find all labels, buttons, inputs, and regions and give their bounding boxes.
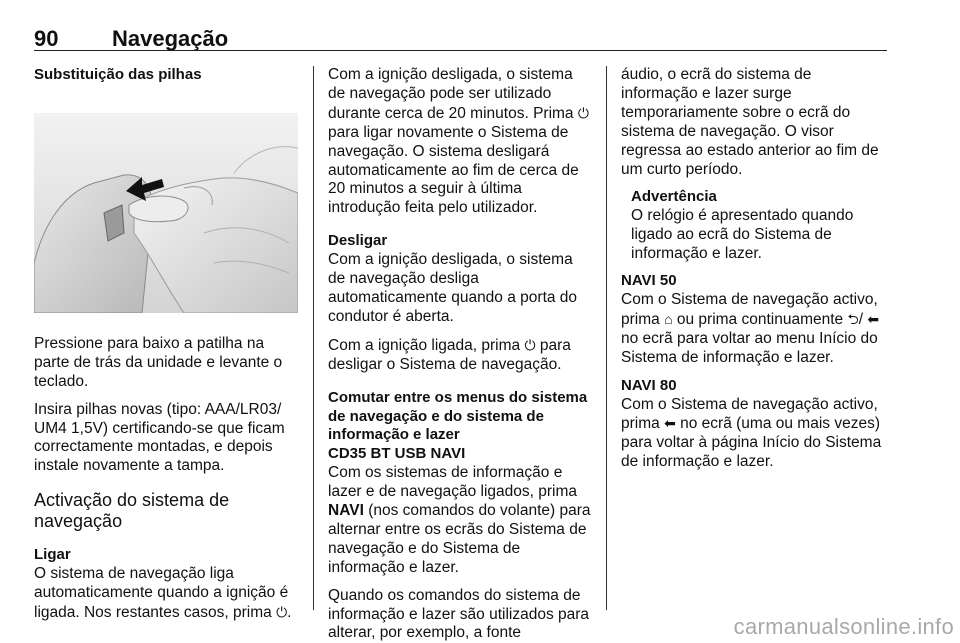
- paragraph: Com o Sistema de navegação activo, prima ⌂ ou prima continuamente ⮌/ ⬅ no ecrã para voltar ao menu Início do Sistema de informação e lazer.: [621, 290, 880, 366]
- paragraph: Insira pilhas novas (tipo: AAA/LR03/ UM4 1,5V) certificando-se que ficam correctamente montadas, e depois instale novamente a tampa.: [34, 400, 285, 475]
- note-text: O relógio é apresentado quando ligado ao ecrã do Sistema de informação e lazer.: [631, 207, 854, 263]
- paragraph: Com o Sistema de navegação activo, prima ⬅ no ecrã (uma ou mais vezes) para voltar à página Início do Sistema de informação e lazer.: [621, 395, 882, 471]
- subheading-navi80: NAVI 80: [621, 376, 677, 394]
- watermark: carmanualsonline.info: [733, 614, 954, 639]
- column-2: [328, 66, 593, 643]
- note-box: [621, 188, 889, 264]
- paragraph: Pressione para baixo a patilha na parte de trás da unidade e levante o teclado.: [34, 334, 283, 390]
- paragraph: Quando os comandos do sistema de informação e lazer são utilizados para alterar, por exemplo, a fonte: [328, 586, 590, 642]
- section-title: Activação do sistema de navegação: [34, 490, 230, 532]
- power-icon: ⏻: [524, 336, 536, 353]
- column-divider: [606, 66, 607, 610]
- page-number: 90: [34, 26, 59, 51]
- section-heading: Substituição das pilhas: [34, 66, 202, 83]
- home-icon: ⌂: [664, 310, 673, 327]
- subheading-ligar: Ligar: [34, 546, 71, 564]
- chapter-title: Navegação: [112, 26, 229, 51]
- subheading-desligar: Desligar: [328, 232, 388, 250]
- subheading-navi50: NAVI 50: [621, 272, 677, 290]
- power-icon: ⏻: [577, 104, 589, 121]
- arrow-left-icon: ⬅: [867, 310, 880, 327]
- arrow-left-icon: ⬅: [664, 415, 676, 432]
- column-1: [34, 66, 299, 623]
- paragraph: O sistema de navegação liga automaticamente quando a ignição é ligada. Nos restantes casos, prima ⏻.: [34, 565, 292, 621]
- paragraph: Com os sistemas de informação e lazer e de navegação ligados, prima NAVI (nos comandos do volante) para alternar entre os ecrãs do Sistema de navegação e do Sistema de informação e lazer.: [328, 464, 591, 576]
- paragraph: Com a ignição ligada, prima ⏻ para desligar o Sistema de navegação.: [328, 336, 571, 373]
- note-heading: Advertência: [631, 188, 717, 206]
- subheading-comutar: Comutar entre os menus do sistema de navegação e do sistema de informação e lazer: [328, 388, 588, 444]
- subheading-cd35: CD35 BT USB NAVI: [328, 445, 466, 463]
- column-divider: [313, 66, 314, 610]
- page-header: [34, 26, 887, 51]
- back-icon: ⮌: [847, 310, 859, 327]
- paragraph: Com a ignição desligada, o sistema de navegação desliga automaticamente quando a porta do condutor é aberta.: [328, 251, 578, 325]
- paragraph: Com a ignição desligada, o sistema de navegação pode ser utilizado durante cerca de 20 minutos. Prima ⏻ para ligar novamente o Sistema de navegação. O sistema desligará automaticamente ao fim de cerca de 20 minutos a seguir à última introdução feita pelo utilizador.: [328, 66, 589, 217]
- paragraph: áudio, o ecrã do sistema de informação e lazer surge temporariamente sobre o ecrã do sistema de navegação. O visor regressa ao estado anterior ao fim de um curto período.: [621, 66, 879, 178]
- column-3: [621, 66, 889, 472]
- navi-key-label: NAVI: [328, 502, 364, 520]
- keypad-battery-illustration: [34, 113, 298, 313]
- power-icon: ⏻: [276, 603, 288, 620]
